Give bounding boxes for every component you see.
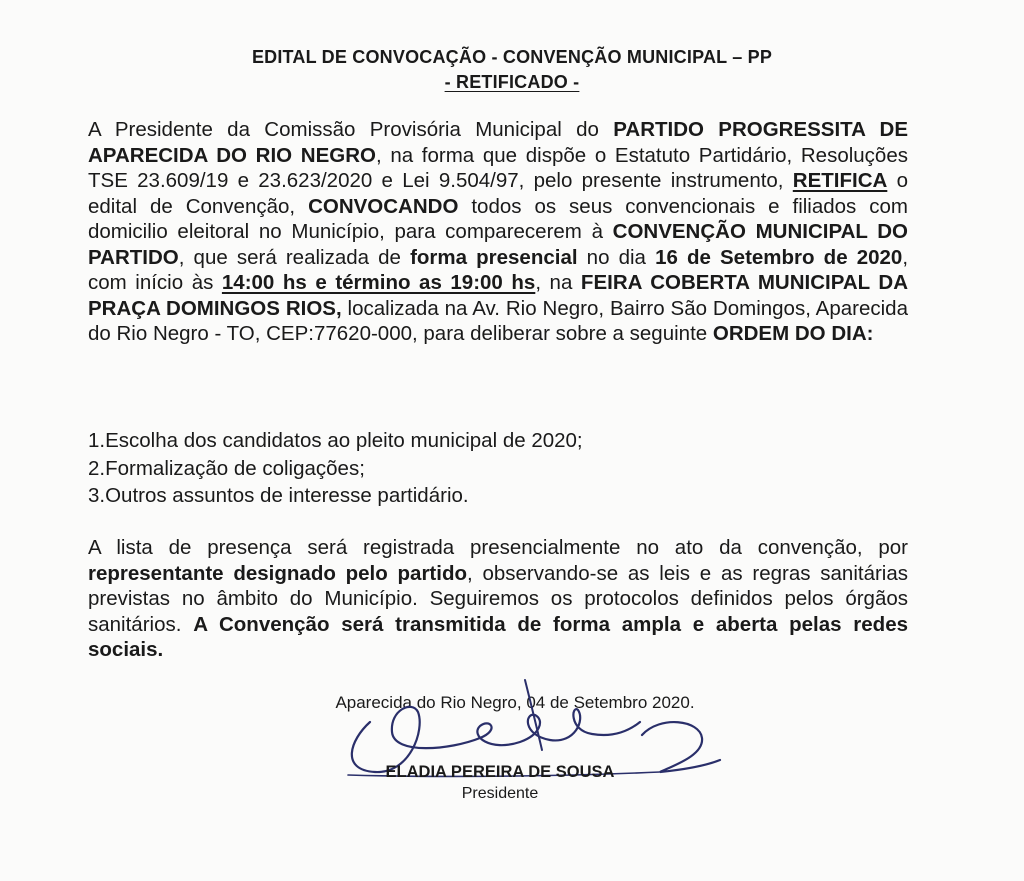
place-date: Aparecida do Rio Negro, 04 de Setembro 2020. xyxy=(335,693,695,712)
convocando-word: CONVOCANDO xyxy=(308,194,459,218)
agenda-item: 2.Formalização de coligações; xyxy=(88,456,365,480)
signature-image xyxy=(330,660,730,780)
p1-text: localizada na Av. Rio Negro, Bairro São Domingos, Aparecida do Rio Negro - TO, CEP:77620-000, para deliberar sobre a seguinte xyxy=(88,296,908,345)
p3-text: A lista de presença será registrada presencialmente no ato da convenção, por xyxy=(88,536,908,559)
signer-role: Presidente xyxy=(461,785,539,802)
p1-text: , com início às xyxy=(88,245,909,294)
convocation-paragraph xyxy=(88,117,908,347)
representative-text: representante designado pelo partido xyxy=(88,561,468,585)
convention-name: CONVENÇÃO MUNICIPAL DO PARTIDO xyxy=(88,220,908,269)
party-name: PARTIDO PROGRESSITA DE APARECIDA DO RIO NEGRO xyxy=(88,118,909,167)
p1-text: o edital de Convenção, xyxy=(88,169,908,218)
p1-text: , na xyxy=(535,271,581,294)
signer-name: ELADIA PEREIRA DE SOUSA xyxy=(385,763,615,781)
document-title: EDITAL DE CONVOCAÇÃO - CONVENÇÃO MUNICIPAL – PP xyxy=(251,47,773,67)
venue-name: FEIRA COBERTA MUNICIPAL DA PRAÇA DOMINGOS RIOS, xyxy=(88,271,908,320)
agenda-list xyxy=(88,427,908,510)
event-date: 16 de Setembro de 2020 xyxy=(655,245,903,269)
agenda-item: 3.Outros assuntos de interesse partidário. xyxy=(88,484,469,507)
p1-text: A Presidente da Comissão Provisória Municipal do xyxy=(88,118,614,141)
p1-text: , que será realizada de xyxy=(178,245,411,269)
p3-text: , observando-se as leis e as regras sanitárias previstas no âmbito do Município. Seguiremos os protocolos definidos pelos órgãos sanitários. xyxy=(88,561,909,636)
attendance-paragraph xyxy=(88,535,908,663)
agenda-item: 1.Escolha dos candidatos ao pleito municipal de 2020; xyxy=(88,429,583,452)
format-text: forma presencial xyxy=(410,245,578,269)
retifica-word: RETIFICA xyxy=(792,169,888,192)
event-time: 14:00 hs e término as 19:00 hs xyxy=(221,271,536,294)
p1-text: todos os seus convencionais e filiados com domicilio eleitoral no Município, para comparecerem à xyxy=(88,194,908,243)
broadcast-text: A Convenção será transmitida de forma ampla e aberta pelas redes sociais. xyxy=(88,612,909,661)
document-subtitle: - RETIFICADO - xyxy=(444,72,580,92)
agenda-heading: ORDEM DO DIA: xyxy=(712,322,874,345)
p1-text: , na forma que dispõe o Estatuto Partidário, Resoluções TSE 23.609/19 e 23.623/2020 e Lei 9.504/97, pelo presente instrumento, xyxy=(88,143,908,192)
p1-text: no dia xyxy=(577,245,656,269)
